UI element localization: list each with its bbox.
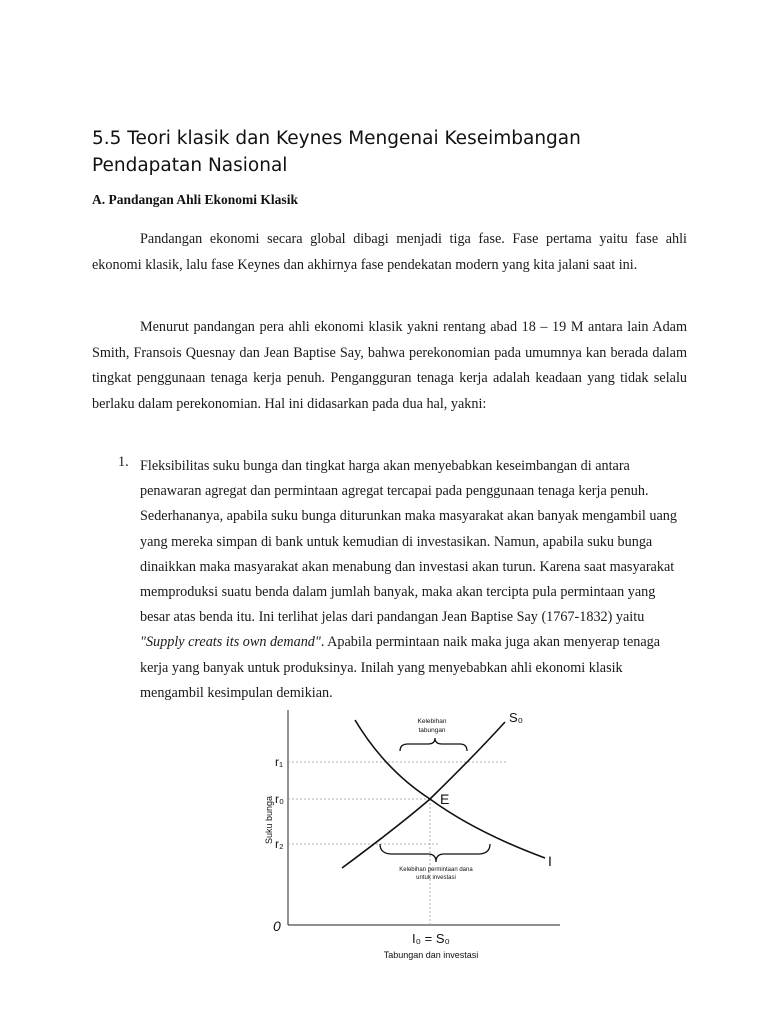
- y-axis-label: Suku bunga: [264, 795, 274, 845]
- r0-tick-label: r₀: [275, 792, 284, 806]
- s0-curve-label: S₀: [509, 710, 524, 725]
- origin-label: 0: [273, 918, 281, 934]
- subsection-heading: A. Pandangan Ahli Ekonomi Klasik: [92, 192, 298, 207]
- paragraph-classical-text: Menurut pandangan pera ahli ekonomi klasik yakni rentang abad 18 – 19 M antara lain Adam Smith, Fransois Quesnay dan Jean Baptise Say, bahwa perekonomian pada umumnya kan berada dalam tingkat penggunaan tenaga kerja penuh. Pengangguran tenaga kerja adalah keadaan yang tidak selalu berlaku dalam perekonomian. Hal ini didasarkan pada dua hal, yakni:: [92, 319, 687, 412]
- list-item: [140, 454, 688, 706]
- excess-demand-brace: [380, 844, 490, 862]
- excess-demand-label-1: Kelebihan permintaan dana: [399, 867, 473, 873]
- surplus-saving-line1: Kelebihan: [417, 718, 447, 725]
- list-number: 1.: [118, 454, 129, 470]
- paragraph-classical: [92, 315, 687, 417]
- list-item-text: Fleksibilitas suku bunga dan tingkat harga akan menyebabkan keseimbangan di antara penawaran agregat dan permintaan agregat tercapai pada penggunaan tenaga kerja penuh. Sederhananya, apabila suku bunga diturunkan maka masyarakat akan banyak mengambil uang yang mereka simpan di bank untuk kemudian di investasikan. Namun, apabila suku bunga dinaikkan maka masyarakat akan menabung dan investasi akan turun. Karena saat masyarakat memproduksi suatu benda dalam jumlah banyak, maka akan tercipta pula permintaan yang besar atas benda itu. Ini terlihat jelas dari pandangan Jean Baptise Say (1767-1832) yaitu: [140, 458, 677, 626]
- surplus-saving-brace: [400, 738, 467, 751]
- surplus-saving-line2: tabungan: [418, 727, 446, 734]
- list-item-text-end: . Apabila permintaan naik maka juga akan menyerap tenaga kerja yang banyak untuk produksinya. Inilah yang menyebabkan ahli ekonomi klasik mengambil kesimpulan demikian.: [140, 634, 661, 701]
- x-tick-label: I₀ = S₀: [412, 931, 450, 946]
- paragraph-intro: [92, 227, 687, 278]
- x-axis-label: Tabungan dan investasi: [383, 950, 479, 960]
- excess-demand-label-2: untuk investasi: [416, 875, 456, 881]
- r2-tick-label: r₂: [275, 837, 284, 851]
- section-heading: 5.5 Teori klasik dan Keynes Mengenai Keseimbangan Pendapatan Nasional: [92, 128, 581, 176]
- i-curve-label: I: [548, 853, 552, 869]
- equilibrium-label: E: [440, 791, 450, 807]
- savings-investment-chart: [250, 700, 570, 970]
- say-quote: "Supply creats its own demand": [140, 634, 321, 651]
- paragraph-intro-text: Pandangan ekonomi secara global dibagi menjadi tiga fase. Fase pertama yaitu fase ahli ekonomi klasik, lalu fase Keynes dan akhirnya fase pendekatan modern yang kita jalani saat ini.: [92, 231, 687, 273]
- r1-tick-label: r₁: [275, 755, 284, 769]
